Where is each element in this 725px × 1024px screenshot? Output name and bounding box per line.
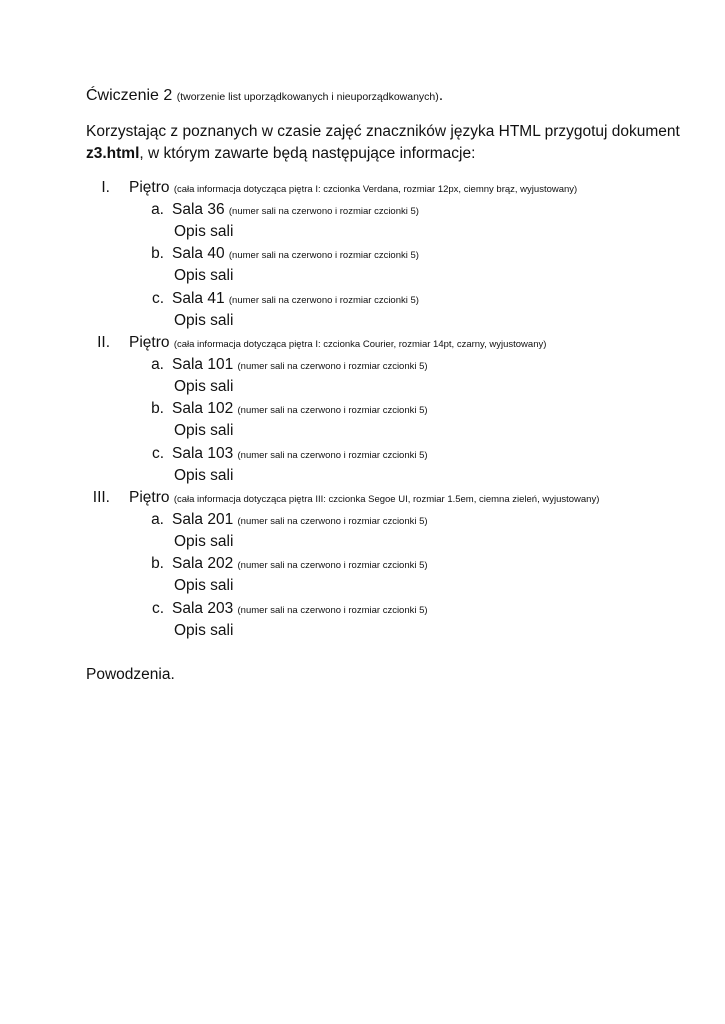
room-note: (numer sali na czerwono i rozmiar czcionki 5) [237, 405, 428, 416]
room-note: (numer sali na czerwono i rozmiar czcionki 5) [228, 206, 419, 217]
room-letter: c. [151, 290, 164, 307]
page-title [86, 86, 443, 107]
floor-label: Piętro [129, 179, 170, 196]
room-label: Sala 201 [172, 511, 234, 528]
room-letter: b. [151, 400, 164, 417]
floor-note: (cała informacja dotycząca piętra I: czcionka Verdana, rozmiar 12px, ciemny brąz, wyjustowany) [173, 184, 578, 195]
title-note: (tworzenie list uporządkowanych i nieuporządkowanych) [176, 91, 439, 103]
room-description: Opis sali [174, 533, 234, 550]
room-note: (numer sali na czerwono i rozmiar czcionki 5) [237, 450, 428, 461]
room-label: Sala 202 [172, 555, 234, 572]
room-description: Opis sali [174, 378, 234, 395]
room-description: Opis sali [174, 577, 234, 594]
title-end: . [438, 87, 444, 104]
room-note: (numer sali na czerwono i rozmiar czcionki 5) [237, 560, 428, 571]
room-label: Sala 40 [172, 245, 225, 262]
floor-note: (cała informacja dotycząca piętra III: czcionka Segoe UI, rozmiar 1.5em, ciemna zieleń, wyjustowany) [173, 494, 600, 505]
room-description: Opis sali [174, 267, 234, 284]
floor-note: (cała informacja dotycząca piętra I: czcionka Courier, rozmiar 14pt, czarny, wyjustowany) [173, 339, 547, 350]
room-label: Sala 203 [172, 600, 234, 617]
room-note: (numer sali na czerwono i rozmiar czcionki 5) [237, 361, 428, 372]
room-label: Sala 41 [172, 290, 225, 307]
room-description: Opis sali [174, 622, 234, 639]
room-letter: b. [151, 245, 164, 262]
room-note: (numer sali na czerwono i rozmiar czcionki 5) [237, 516, 428, 527]
floor-number: III. [92, 489, 110, 506]
room-label: Sala 36 [172, 201, 225, 218]
room-letter: a. [151, 356, 164, 373]
room-note: (numer sali na czerwono i rozmiar czcionki 5) [228, 295, 419, 306]
floor-label: Piętro [129, 334, 170, 351]
room-letter: a. [151, 201, 164, 218]
room-description: Opis sali [174, 312, 234, 329]
room-letter: b. [151, 555, 164, 572]
room-description: Opis sali [174, 422, 234, 439]
closing-text: Powodzenia. [86, 666, 175, 683]
room-letter: c. [151, 600, 164, 617]
room-letter: a. [151, 511, 164, 528]
room-description: Opis sali [174, 223, 234, 240]
room-note: (numer sali na czerwono i rozmiar czcionki 5) [228, 250, 419, 261]
room-label: Sala 102 [172, 400, 234, 417]
intro-paragraph [86, 121, 686, 165]
room-letter: c. [151, 445, 164, 462]
title-main: Ćwiczenie 2 [86, 87, 173, 104]
intro-line2: , w którym zawarte będą następujące informacje: [139, 145, 476, 162]
room-note: (numer sali na czerwono i rozmiar czcionki 5) [237, 605, 428, 616]
room-description: Opis sali [174, 467, 234, 484]
room-label: Sala 101 [172, 356, 234, 373]
intro-filename: z3.html [86, 145, 140, 162]
floor-label: Piętro [129, 489, 170, 506]
room-label: Sala 103 [172, 445, 234, 462]
floor-number: II. [97, 334, 110, 351]
floor-number: I. [101, 179, 110, 196]
intro-line1: Korzystając z poznanych w czasie zajęć znaczników języka HTML przygotuj dokument [86, 123, 680, 140]
